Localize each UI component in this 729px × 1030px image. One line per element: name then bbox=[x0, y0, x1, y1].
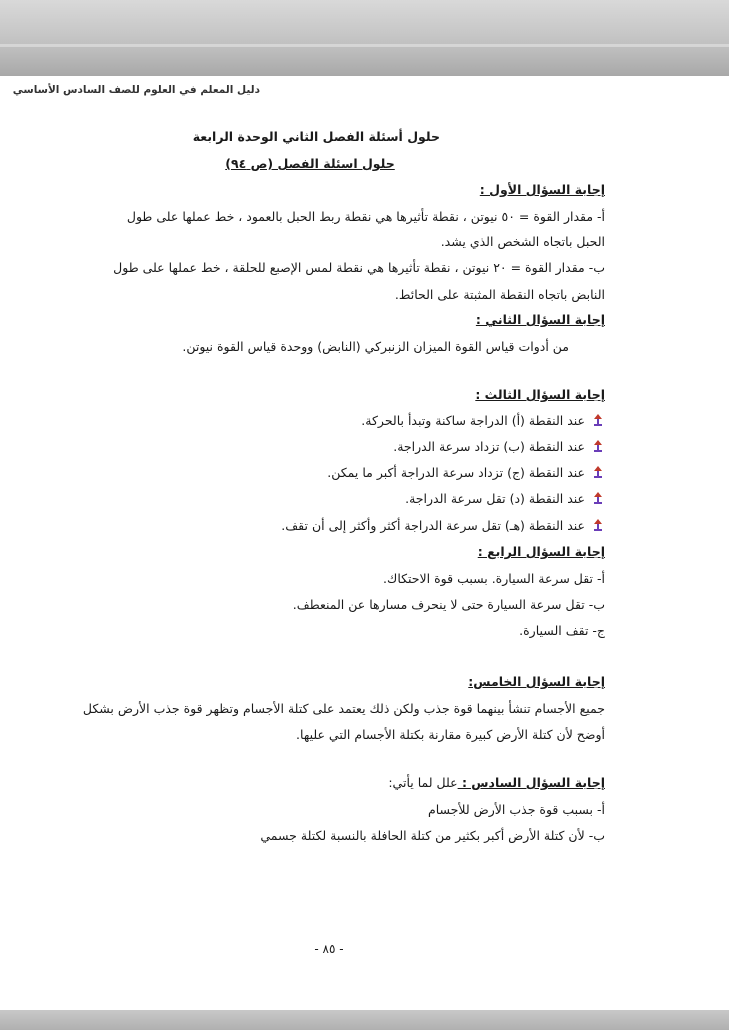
pin-bullet-icon bbox=[591, 465, 605, 479]
book-title: دليل المعلم في العلوم للصف السادس الأساسي bbox=[12, 84, 260, 96]
pin-bullet-icon bbox=[591, 413, 605, 427]
q3-item bbox=[327, 464, 605, 482]
q5-answer-line1: جميع الأجسام تنشأ بينهما قوة جذب ولكن ذلك يعتمد على كتلة الأجسام وتظهر قوة جذب الأرض بشكل bbox=[82, 701, 605, 716]
q1-answer-b-line2: النابض باتجاه النقطة المثبتة على الحائط. bbox=[394, 287, 605, 302]
q6-heading-suffix: علل لما يأتي: bbox=[388, 775, 458, 790]
q4-answer-b: ب- تقل سرعة السيارة حتى لا ينحرف مسارها عن المنعطف. bbox=[292, 597, 605, 612]
q1-answer-a-line2: الحبل باتجاه الشخص الذي يشد. bbox=[440, 234, 605, 249]
q3-item-text: عند النقطة (ج) تزداد سرعة الدراجة أكبر ما يمكن. bbox=[327, 465, 585, 480]
q1-heading: إجابة السؤال الأول : bbox=[479, 182, 605, 197]
q3-item bbox=[393, 438, 605, 456]
pin-bullet-icon bbox=[591, 491, 605, 505]
page-number: - ٨٥ - bbox=[314, 942, 344, 956]
q3-item bbox=[405, 490, 605, 508]
q1-answer-b-line1: ب- مقدار القوة = ٢٠ نيوتن ، نقطة تأثيرها هي نقطة لمس الإصبع للحلقة ، خط عملها على طول bbox=[113, 260, 605, 275]
q3-item bbox=[361, 412, 605, 430]
q3-item-text: عند النقطة (ب) تزداد سرعة الدراجة. bbox=[393, 439, 585, 454]
q1-answer-a-line1: أ- مقدار القوة = ٥٠ نيوتن ، نقطة تأثيرها هي نقطة ربط الحبل بالعمود ، خط عملها على طول bbox=[126, 209, 605, 224]
q3-item-text: عند النقطة (أ) الدراجة ساكنة وتبدأ بالحركة. bbox=[361, 413, 585, 428]
footer-band bbox=[0, 1010, 729, 1030]
q3-item-text: عند النقطة (د) تقل سرعة الدراجة. bbox=[405, 491, 585, 506]
pin-bullet-icon bbox=[591, 439, 605, 453]
q2-answer: من أدوات قياس القوة الميزان الزنبركي (النابض) ووحدة قياس القوة نيوتن. bbox=[182, 339, 569, 354]
q3-item-text: عند النقطة (هـ) تقل سرعة الدراجة أكثر وأكثر إلى أن تقف. bbox=[281, 518, 585, 533]
q4-answer-a: أ- تقل سرعة السيارة. بسبب قوة الاحتكاك. bbox=[383, 571, 605, 586]
q6-answer-a: أ- بسبب قوة جذب الأرض للأجسام bbox=[427, 802, 605, 817]
q3-heading: إجابة السؤال الثالث : bbox=[475, 387, 605, 402]
q6-heading: إجابة السؤال السادس : bbox=[457, 775, 605, 790]
q4-heading: إجابة السؤال الرابع : bbox=[477, 544, 605, 559]
q3-item bbox=[281, 517, 605, 535]
q6-heading-row bbox=[388, 774, 605, 792]
q5-heading: إجابة السؤال الخامس: bbox=[468, 674, 605, 689]
q5-answer-line2: أوضح لأن كتلة الأرض كبيرة مقارنة بكتلة الأجسام التي عليها. bbox=[296, 727, 605, 742]
sub-title: حلول اسئلة الفصل (ص ٩٤) bbox=[225, 156, 395, 171]
pin-bullet-icon bbox=[591, 518, 605, 532]
q2-heading: إجابة السؤال الثاني : bbox=[475, 312, 605, 327]
main-title: حلول أسئلة الفصل الثاني الوحدة الرابعة bbox=[192, 129, 440, 144]
q4-answer-c: ج- تقف السيارة. bbox=[519, 623, 605, 638]
q6-answer-b: ب- لأن كتلة الأرض أكبر بكثير من كتلة الحافلة بالنسبة لكتلة جسمي bbox=[260, 828, 605, 843]
